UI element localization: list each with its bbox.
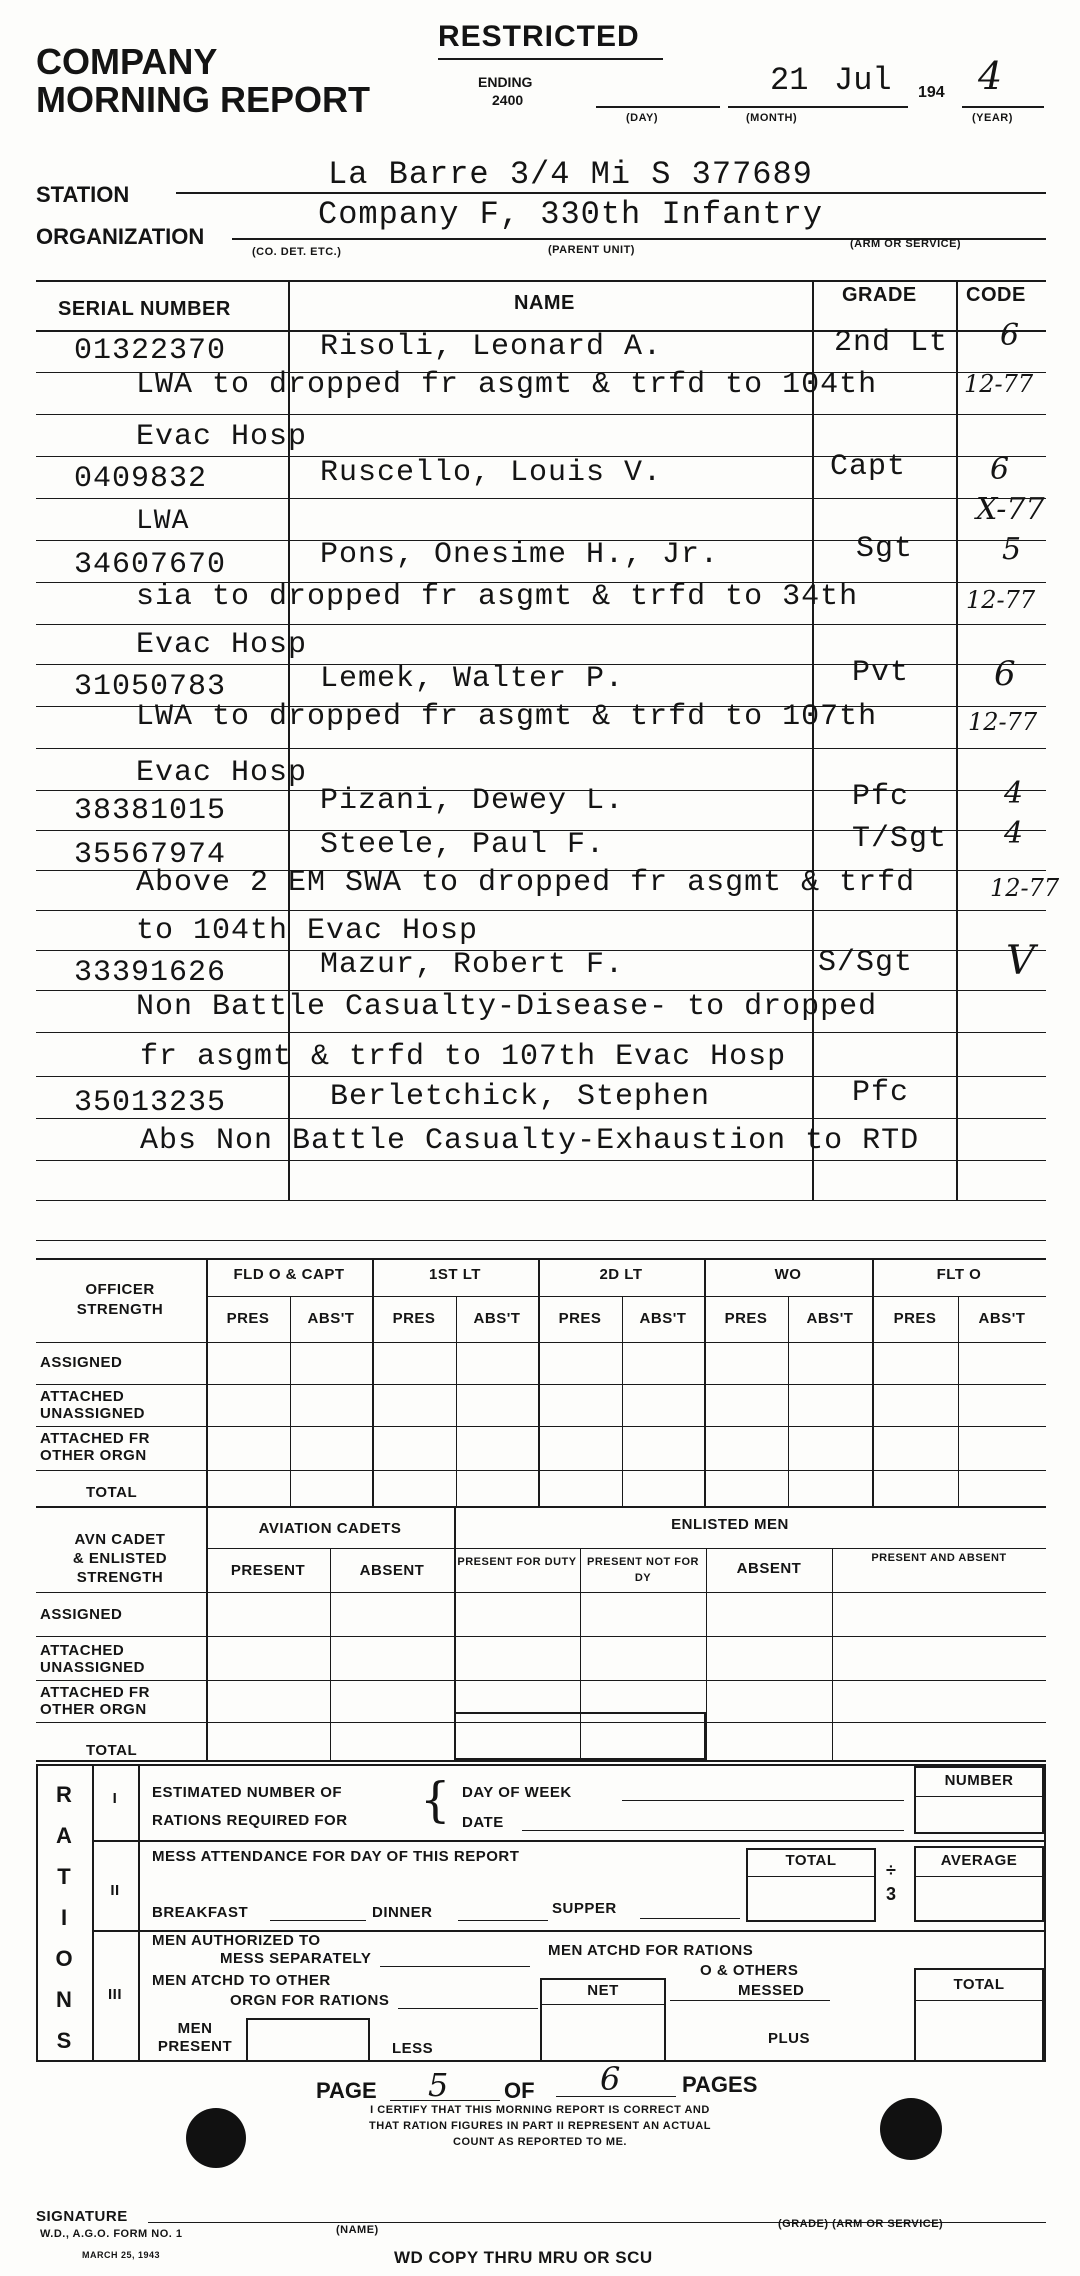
total-box-line [746, 1876, 876, 1877]
date-line [522, 1830, 904, 1831]
page-label: PAGE [316, 2078, 377, 2103]
day-caption: (DAY) [626, 112, 659, 124]
officer-title-line1: OFFICER [85, 1281, 155, 1298]
date-label: DATE [462, 1814, 504, 1831]
enlisted-grid-line [36, 1636, 1046, 1637]
grade-caption: (GRADE) (ARM OR SERVICE) [778, 2218, 944, 2230]
men-atchd-line [398, 2008, 538, 2009]
station-line [176, 192, 1046, 194]
copy-routing: WD COPY THRU MRU OR SCU [394, 2248, 653, 2267]
remark-line: LWA to dropped fr asgmt & trfd to 107th [136, 700, 878, 734]
enlisted-title-line3: STRENGTH [76, 1569, 164, 1586]
soldier-grade: S/Sgt [818, 946, 914, 980]
soldier-grade: T/Sgt [852, 822, 948, 856]
officer-group-flto: FLT O [936, 1266, 982, 1283]
officer-sub-pres: PRES [226, 1310, 270, 1327]
officer-grid-line [36, 1470, 1046, 1471]
ending-time: 2400 [492, 92, 524, 108]
remark-line: Non Battle Casualty-Disease- to dropped [136, 990, 878, 1024]
officer-col [456, 1296, 457, 1506]
of-label: OF [504, 2078, 535, 2103]
serial-number: 34607670 [74, 548, 227, 582]
enlisted-col [330, 1548, 331, 1760]
serial-number: 35567974 [74, 838, 227, 872]
status-code: 4 [1004, 776, 1024, 811]
serial-number: 31050783 [74, 670, 227, 704]
remark-line: Evac Hosp [136, 420, 308, 454]
soldier-grade: Pfc [852, 1076, 910, 1110]
station-label: STATION [36, 182, 130, 207]
header-serial: SERIAL NUMBER [58, 298, 231, 320]
present-for-duty: PRESENT FOR DUTY [457, 1556, 577, 1568]
net-box-line [540, 2004, 666, 2005]
officer-grid-line [36, 1342, 1046, 1343]
status-code: 4 [1004, 816, 1024, 851]
brace-icon: { [420, 1772, 451, 1828]
rations-total-box-line [914, 2000, 1044, 2001]
mess-attendance-label: MESS ATTENDANCE FOR DAY OF THIS REPORT [152, 1848, 520, 1865]
officer-col [704, 1258, 706, 1506]
roster-col-divider-2 [812, 280, 814, 1200]
status-code: 12-77 [990, 874, 1060, 902]
supper-label: SUPPER [552, 1900, 617, 1917]
breakfast-line [270, 1920, 366, 1921]
officer-sub-abst: ABS'T [473, 1310, 521, 1327]
officer-row-assigned: ASSIGNED [40, 1354, 123, 1371]
month-caption: (MONTH) [746, 112, 798, 124]
soldier-name: Mazur, Robert F. [320, 948, 625, 982]
enlisted-strength-title [40, 1530, 200, 1587]
org-caption-arm: (ARM OR SERVICE) [850, 238, 962, 250]
report-month: Jul [834, 62, 892, 99]
year-prefix: 194 [918, 84, 945, 101]
dinner-line [458, 1920, 548, 1921]
status-code: 6 [990, 452, 1010, 487]
average-box-line [914, 1876, 1044, 1877]
enlisted-row-attached-unassigned: ATTACHED UNASSIGNED [40, 1642, 146, 1676]
men-authorized-line [380, 1966, 530, 1967]
enlisted-grid-line [36, 1592, 1046, 1593]
officer-row-attached-fr: ATTACHED FR OTHER ORGN [40, 1430, 150, 1464]
officer-group-1stlt: 1ST LT [429, 1266, 481, 1283]
restricted-stamp: RESTRICTED [438, 20, 640, 53]
name-caption: (NAME) [336, 2224, 379, 2236]
certification-line3: COUNT AS REPORTED TO ME. [453, 2136, 627, 2148]
org-caption-co: (CO. DET. ETC.) [252, 246, 342, 258]
officer-sub-pres: PRES [724, 1310, 768, 1327]
net-label: NET [587, 1982, 619, 1999]
enlisted-col [706, 1548, 707, 1760]
soldier-name: Steele, Paul F. [320, 828, 606, 862]
officer-grid-line [36, 1426, 1046, 1427]
row-line [36, 1240, 1046, 1241]
rations-letter: N [56, 1987, 72, 2012]
header-code: CODE [966, 284, 1026, 306]
present-and-absent: PRESENT AND ABSENT [871, 1552, 1007, 1564]
day-of-week-line [622, 1800, 904, 1801]
remark-line: Above 2 EM SWA to dropped fr asgmt & trfd [136, 866, 916, 900]
officer-sub-abst: ABS'T [639, 1310, 687, 1327]
organization-label: ORGANIZATION [36, 224, 205, 249]
men-authorized-line1: MEN AUTHORIZED TO [152, 1932, 321, 1949]
officer-group-2dlt: 2D LT [599, 1266, 643, 1283]
form-title-line1: COMPANY [36, 41, 218, 82]
serial-number: 01322370 [74, 334, 227, 368]
enlisted-absent: ABSENT [736, 1560, 802, 1577]
enlisted-title-line2: & ENLISTED [72, 1550, 168, 1567]
station-value: La Barre 3/4 Mi S 377689 [328, 156, 813, 193]
officer-col [290, 1296, 291, 1506]
total-label: TOTAL [785, 1852, 837, 1869]
row-line [36, 624, 1046, 625]
enlisted-total-box [454, 1712, 706, 1760]
row-line [36, 748, 1046, 749]
soldier-name: Lemek, Walter P. [320, 662, 625, 696]
year-digit: 4 [978, 54, 1003, 98]
pages-total: 6 [600, 2060, 621, 2098]
org-caption-parent: (PARENT UNIT) [548, 244, 635, 256]
roster-col-divider-3 [956, 280, 958, 1200]
remark-line: sia to dropped fr asgmt & trfd to 34th [136, 580, 859, 614]
cadets-present: PRESENT [230, 1562, 306, 1579]
certification-line1: I CERTIFY THAT THIS MORNING REPORT IS CORRECT AND [370, 2104, 710, 2116]
rations-part1-line2: RATIONS REQUIRED FOR [152, 1812, 348, 1829]
signature-label: SIGNATURE [36, 2208, 128, 2225]
rations-letter: R [56, 1782, 72, 1807]
row-line [36, 1200, 1046, 1201]
restricted-underline [438, 58, 663, 60]
remark-line: Evac Hosp [136, 756, 308, 790]
men-authorized-line2: MESS SEPARATELY [220, 1950, 372, 1967]
remark-line: to 104th Evac Hosp [136, 914, 479, 948]
row-line [36, 910, 1046, 911]
men-present-box [246, 2018, 370, 2062]
certification-line2: THAT RATION FIGURES IN PART II REPRESENT AN ACTUAL [369, 2120, 711, 2132]
remark-line: Evac Hosp [136, 628, 308, 662]
rations-part-divider [138, 1764, 140, 2062]
atchd-for-rations-line2: O & OTHERS [700, 1962, 799, 1979]
dinner-label: DINNER [372, 1904, 433, 1921]
aviation-cadets-header: AVIATION CADETS [258, 1520, 402, 1537]
status-code: 6 [1000, 318, 1020, 353]
men-atchd-line2: ORGN FOR RATIONS [230, 1992, 390, 2009]
plus-label: PLUS [768, 2030, 811, 2047]
soldier-grade: Sgt [856, 532, 914, 566]
enlisted-men-header: ENLISTED MEN [671, 1516, 789, 1533]
status-code: V [1006, 938, 1035, 984]
soldier-grade: Capt [830, 450, 907, 484]
officer-col [958, 1296, 959, 1506]
officer-title-line2: STRENGTH [76, 1301, 164, 1318]
officer-col [788, 1296, 789, 1506]
soldier-grade: Pvt [852, 656, 910, 690]
day-of-week-label: DAY OF WEEK [462, 1784, 572, 1801]
number-box-line [914, 1796, 1044, 1797]
officer-sub-abst: ABS'T [806, 1310, 854, 1327]
officer-strength-title [40, 1280, 200, 1320]
row-line [36, 414, 1046, 415]
atchd-for-rations-line1: MEN ATCHD FOR RATIONS [548, 1942, 754, 1959]
rations-letter: S [56, 2028, 72, 2053]
officer-sub-pres: PRES [392, 1310, 436, 1327]
year-line [962, 106, 1044, 108]
organization-value: Company F, 330th Infantry [318, 196, 824, 233]
less-label: LESS [392, 2040, 434, 2057]
year-caption: (YEAR) [972, 112, 1013, 124]
row-line [36, 1160, 1046, 1161]
certification-text [270, 2102, 810, 2150]
officer-col [872, 1258, 874, 1506]
breakfast-label: BREAKFAST [152, 1904, 249, 1921]
page-number-line [390, 2100, 500, 2101]
atchd-for-rations-line [670, 2000, 830, 2001]
officer-row-total: TOTAL [86, 1484, 138, 1501]
average-label: AVERAGE [940, 1852, 1018, 1869]
month-line [728, 106, 908, 108]
remark-line: LWA [136, 506, 190, 537]
punch-hole-right [880, 2098, 942, 2160]
rations-letter-divider [92, 1764, 94, 2062]
rations-side-label [36, 1774, 92, 2061]
officer-group-wo: WO [774, 1266, 802, 1283]
supper-line [640, 1918, 740, 1919]
form-title-line2: MORNING REPORT [36, 79, 371, 120]
soldier-name: Ruscello, Louis V. [320, 456, 663, 490]
cadets-absent: ABSENT [359, 1562, 425, 1579]
officer-row-attached-unassigned: ATTACHED UNASSIGNED [40, 1388, 146, 1422]
report-day: 21 [770, 62, 809, 99]
rations-part3-num: III [107, 1986, 122, 2003]
row-line [36, 1118, 1046, 1119]
enlisted-group-line [206, 1548, 1046, 1549]
remark-line: LWA to dropped fr asgmt & trfd to 104th [136, 368, 878, 402]
atchd-for-rations-line3: MESSED [738, 1982, 805, 1999]
serial-number: 38381015 [74, 794, 227, 828]
officer-sub-pres: PRES [558, 1310, 602, 1327]
officer-sub-abst: ABS'T [978, 1310, 1026, 1327]
enlisted-row-total: TOTAL [86, 1742, 138, 1759]
pages-label: PAGES [682, 2072, 758, 2097]
present-not-for-duty: PRESENT NOT FOR DY [586, 1556, 699, 1584]
divide-three: 3 [886, 1884, 897, 1904]
rations-letter: I [60, 1905, 68, 1930]
rations-part1-line [92, 1840, 1046, 1842]
soldier-grade: Pfc [852, 780, 910, 814]
officer-top-line [36, 1258, 1046, 1260]
ending-label: ENDING [478, 74, 533, 90]
soldier-name: Risoli, Leonard A. [320, 330, 663, 364]
row-line [36, 1032, 1046, 1033]
status-code: 6 [994, 654, 1016, 694]
enlisted-row-assigned: ASSIGNED [40, 1606, 123, 1623]
header-name: NAME [514, 292, 575, 314]
soldier-name: Pizani, Dewey L. [320, 784, 625, 818]
divide-sign: ÷ [886, 1860, 896, 1880]
rations-total-label: TOTAL [953, 1976, 1005, 1993]
punch-hole-left [186, 2108, 246, 2168]
officer-sub-pres: PRES [893, 1310, 937, 1327]
soldier-name: Pons, Onesime H., Jr. [320, 538, 720, 572]
serial-number: 33391626 [74, 956, 227, 990]
remark-line: Abs Non Battle Casualty-Exhaustion to RTD [140, 1124, 920, 1158]
row-line [36, 498, 1046, 499]
serial-number: 35013235 [74, 1086, 227, 1120]
day-line [596, 106, 720, 108]
soldier-name: Berletchick, Stephen [330, 1080, 711, 1114]
enlisted-col [832, 1548, 833, 1760]
roster-top-line [36, 280, 1046, 282]
officer-group-line [206, 1296, 1046, 1297]
enlisted-grid-line [36, 1680, 1046, 1681]
enlisted-bottom-line [36, 1760, 1046, 1762]
form-date: MARCH 25, 1943 [82, 2250, 161, 2260]
men-present-label [140, 2020, 250, 2056]
rations-letter: A [56, 1823, 72, 1848]
officer-col [538, 1258, 540, 1506]
soldier-grade: 2nd Lt [834, 326, 949, 360]
rations-part2-num: II [110, 1882, 120, 1899]
officer-group-fld: FLD O & CAPT [233, 1266, 345, 1283]
officer-col [622, 1296, 623, 1506]
enlisted-title-line1: AVN CADET [74, 1531, 166, 1548]
status-code: X-77 [976, 492, 1045, 527]
pages-total-line [556, 2096, 676, 2097]
rations-part1-line1: ESTIMATED NUMBER OF [152, 1784, 343, 1801]
number-label: NUMBER [944, 1772, 1014, 1789]
status-code: 12-77 [964, 370, 1034, 398]
men-present-line2: PRESENT [157, 2038, 233, 2055]
header-grade: GRADE [842, 284, 917, 306]
officer-col [372, 1258, 374, 1506]
remark-line: fr asgmt & trfd to 107th Evac Hosp [140, 1040, 787, 1074]
men-atchd-line1: MEN ATCHD TO OTHER [152, 1972, 331, 1989]
officer-grid-line [36, 1384, 1046, 1385]
officer-sub-abst: ABS'T [307, 1310, 355, 1327]
status-code: 12-77 [966, 586, 1036, 614]
serial-number: 0409832 [74, 462, 208, 496]
rations-part1-num: I [112, 1790, 118, 1807]
rations-letter: T [57, 1864, 71, 1889]
form-number: W.D., A.G.O. FORM NO. 1 [40, 2228, 183, 2240]
enlisted-row-attached-fr: ATTACHED FR OTHER ORGN [40, 1684, 150, 1718]
men-present-line1: MEN [177, 2020, 213, 2037]
status-code: 5 [1002, 532, 1022, 567]
status-code: 12-77 [968, 708, 1038, 736]
rations-letter: O [55, 1946, 73, 1971]
officer-bottom-line [36, 1506, 1046, 1508]
page-number: 5 [428, 2066, 449, 2104]
